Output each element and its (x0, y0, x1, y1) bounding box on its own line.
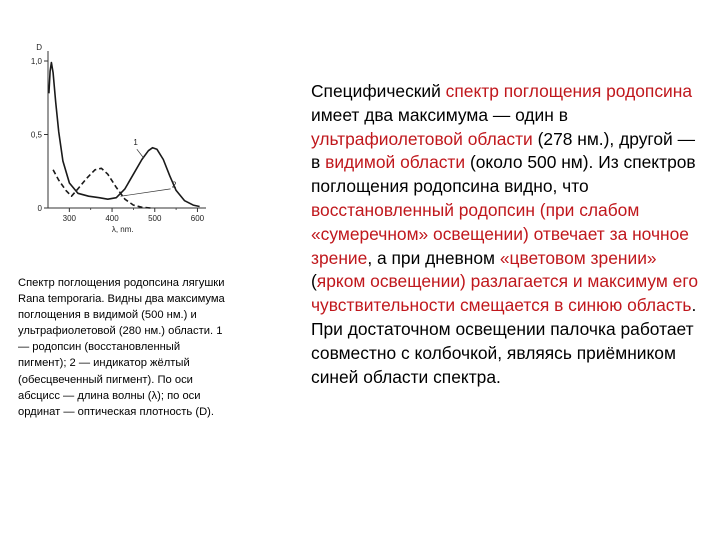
highlighted-term: «цветовом зрении» (499, 247, 657, 268)
highlighted-term: ярком освещении) разлагается и максимум его чувствительности смещается в синюю область (311, 271, 698, 316)
text-segment: , а при дневном (367, 247, 500, 268)
series-1-leader (137, 149, 144, 158)
text-segment: (278 нм.), другой — в (311, 128, 695, 173)
x-tick-label: 300 (62, 214, 77, 223)
highlighted-term: видимой области (325, 152, 466, 173)
series-2-line (53, 168, 150, 208)
x-tick-label: 600 (190, 214, 205, 223)
series-1-label: 1 (133, 137, 138, 147)
y-tick-label: 0 (37, 204, 42, 213)
series-1-line (49, 63, 200, 207)
x-axis-label: λ, nm. (111, 225, 134, 234)
main-text-block (311, 80, 706, 389)
figure-caption: Спектр поглощения родопсина лягушки Rana temporaria. Видны два максимума поглощения в видимой (500 нм.) и ультрафиолетовой (280 нм.) области. 1 — родопсин (восстановленный пигмент); 2 — индикатор жёлтый (обесцвеченный пигмент). По оси абсцисс — длина волны (λ); по оси ординат — оптическая плотность (D). (18, 277, 225, 418)
y-tick-label: 0,5 (30, 130, 42, 140)
text-segment: имеет два максимума — один в (311, 104, 568, 125)
main-paragraph-2: При достаточном освещении палочка работает совместно с колбочкой, являясь приёмником синей области спектра. (311, 318, 694, 387)
main-paragraph (311, 81, 698, 315)
highlighted-term: спектр поглощения родопсина (445, 81, 693, 101)
y-tick-label: 1,0 (30, 57, 42, 66)
series-2-leader (121, 189, 171, 196)
text-segment: Специфический (311, 81, 446, 101)
text-segment: . (691, 295, 697, 316)
text-segment: (около 500 нм). Из спектров поглощения родопсина видно, что (311, 152, 696, 197)
highlighted-term: ультрафиолетовой области (311, 128, 533, 149)
y-axis-label: D (36, 43, 42, 52)
x-tick-label: 500 (148, 214, 162, 223)
highlighted-term: (при слабом «сумеречном» освещении) отвечает за ночное зрение (311, 199, 689, 268)
x-tick-label: 400 (105, 214, 119, 223)
highlighted-term: восстановленный родопсин (311, 199, 535, 220)
absorption-spectrum-chart (22, 38, 222, 234)
series-2-label: 2 (171, 180, 177, 190)
text-segment: ( (311, 271, 317, 292)
